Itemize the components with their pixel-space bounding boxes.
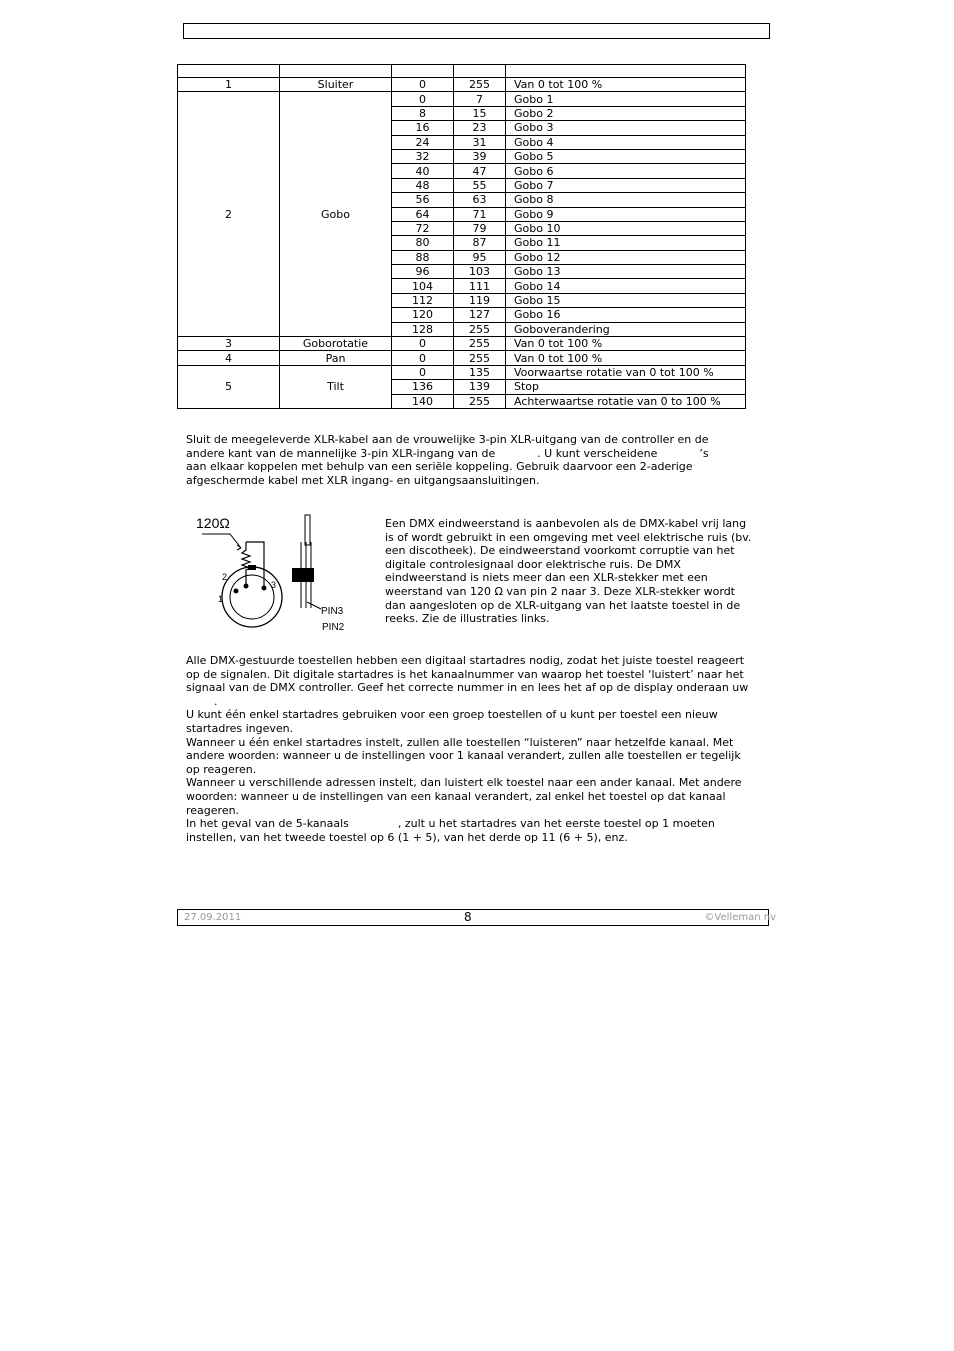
value-from: 88 — [392, 250, 454, 264]
function-text: Gobo 5 — [506, 149, 746, 163]
value-to: 139 — [454, 380, 506, 394]
value-from: 8 — [392, 106, 454, 120]
text-line: U kunt één enkel startadres gebruiken voor een groep toestellen of u kunt per toestel een nieuw — [186, 708, 718, 722]
function-text: Gobo 13 — [506, 265, 746, 279]
text-line: aan elkaar koppelen met behulp van een seriële koppeling. Gebruik daarvoor een 2-aderige — [186, 460, 693, 474]
table-row — [178, 92, 746, 106]
text-line: signaal van de DMX controller. Geef het correcte nummer in en lees het af op de display onderaan uw — [186, 681, 749, 695]
value-to: 127 — [454, 308, 506, 322]
function-text: Gobo 10 — [506, 221, 746, 235]
function-text: Gobo 1 — [506, 92, 746, 106]
termination-paragraph — [385, 517, 751, 626]
text-line: startadres ingeven. — [186, 721, 294, 735]
value-from: 72 — [392, 221, 454, 235]
channel-name: Goborotatie — [280, 337, 392, 351]
text-line: woorden: wanneer u de instellingen van een kanaal verandert, zal enkel het toestel op dat kanaal — [186, 789, 726, 803]
dmx-termination-diagram — [188, 512, 363, 634]
value-to: 87 — [454, 236, 506, 250]
resistor-label: 120Ω — [196, 515, 230, 531]
value-to: 31 — [454, 135, 506, 149]
table-row — [178, 78, 746, 92]
pin3-pointer — [307, 602, 321, 609]
table-row — [178, 337, 746, 351]
value-to: 255 — [454, 337, 506, 351]
function-text: Gobo 6 — [506, 164, 746, 178]
text-line: Wanneer u verschillende adressen instelt, dan luistert elk toestel naar een ander kanaal. Met andere — [186, 776, 742, 790]
channel-number: 2 — [178, 92, 280, 337]
value-to: 47 — [454, 164, 506, 178]
xlr-connector-outline — [222, 567, 282, 627]
function-text: Gobo 7 — [506, 178, 746, 192]
value-to: 119 — [454, 293, 506, 307]
text-line: In het geval van de 5-kanaals , zult u het startadres van het eerste toestel op 1 moeten — [186, 817, 715, 831]
value-from: 64 — [392, 207, 454, 221]
function-text: Gobo 2 — [506, 106, 746, 120]
pin-number-3: 3 — [271, 580, 277, 590]
plug-pin-top — [305, 515, 310, 545]
footer-date: 27.09.2011 — [184, 912, 242, 923]
header-cell — [280, 65, 392, 78]
value-from: 0 — [392, 365, 454, 379]
value-to: 255 — [454, 394, 506, 408]
text-line: reageren. — [186, 803, 240, 817]
text-line: een discotheek). De eindweerstand voorkomt corruptie van het — [385, 544, 735, 558]
value-from: 40 — [392, 164, 454, 178]
text-line: andere woorden: wanneer u de instellingen voor 1 kanaal verandert, zullen alle toestellen er tegelijk — [186, 749, 741, 763]
text-line: Wanneer u één enkel startadres instelt, zullen alle toestellen “luisteren” naar hetzelfde kanaal. Met — [186, 735, 734, 749]
value-to: 15 — [454, 106, 506, 120]
header-cell — [506, 65, 746, 78]
header-cell — [454, 65, 506, 78]
channel-number: 3 — [178, 337, 280, 351]
address-paragraph — [186, 654, 748, 844]
header-cell — [178, 65, 280, 78]
value-to: 79 — [454, 221, 506, 235]
footer-copyright: ©Velleman nv — [704, 912, 776, 923]
channel-number: 5 — [178, 365, 280, 408]
text-line: dan aangesloten op de XLR-uitgang van het laatste toestel in de — [385, 598, 741, 612]
text-line: afgeschermde kabel met XLR ingang- en uitgangsaansluitingen. — [186, 473, 540, 487]
function-text: Van 0 tot 100 % — [506, 351, 746, 365]
page-footer — [177, 909, 776, 926]
value-from: 0 — [392, 92, 454, 106]
value-to: 55 — [454, 178, 506, 192]
xlr-key-notch — [248, 565, 256, 570]
value-to: 255 — [454, 322, 506, 336]
text-line: is of wordt gebruikt in een omgeving met veel elektrische ruis (bv. — [385, 530, 752, 544]
value-from: 16 — [392, 121, 454, 135]
value-from: 96 — [392, 265, 454, 279]
value-to: 95 — [454, 250, 506, 264]
value-from: 140 — [392, 394, 454, 408]
value-from: 56 — [392, 193, 454, 207]
value-from: 112 — [392, 293, 454, 307]
function-text: Gobo 16 — [506, 308, 746, 322]
text-line: Een DMX eindweerstand is aanbevolen als de DMX-kabel vrij lang — [385, 517, 747, 530]
text-line: Alle DMX-gestuurde toestellen hebben een digitaal startadres nodig, zodat het juiste toestel reageert — [186, 654, 745, 667]
pin-2-dot — [244, 584, 249, 589]
value-to: 111 — [454, 279, 506, 293]
value-from: 128 — [392, 322, 454, 336]
value-to: 103 — [454, 265, 506, 279]
function-text: Gobo 9 — [506, 207, 746, 221]
pin2-label: PIN2 — [322, 622, 345, 633]
dmx-channel-table — [177, 64, 746, 409]
text-line: . — [186, 694, 218, 708]
text-line: op de signalen. Dit digitale startadres is het kanaalnummer van waarop het toestel ‘luistert’ naar het — [186, 667, 744, 681]
value-from: 0 — [392, 351, 454, 365]
resistor-pointer — [202, 534, 241, 548]
text-line: op reageren. — [186, 762, 257, 776]
value-from: 24 — [392, 135, 454, 149]
function-text: Gobo 4 — [506, 135, 746, 149]
header-cell — [392, 65, 454, 78]
function-text: Stop — [506, 380, 746, 394]
value-to: 39 — [454, 149, 506, 163]
function-text: Gobo 8 — [506, 193, 746, 207]
value-to: 23 — [454, 121, 506, 135]
value-from: 0 — [392, 337, 454, 351]
page-header-box — [183, 23, 770, 39]
text-line: instellen, van het tweede toestel op 6 (1 + 5), van het derde op 11 (6 + 5), enz. — [186, 830, 628, 844]
resistor-zigzag — [242, 542, 250, 586]
page-number: 8 — [464, 910, 472, 924]
function-text: Gobo 3 — [506, 121, 746, 135]
value-from: 120 — [392, 308, 454, 322]
channel-name: Pan — [280, 351, 392, 365]
function-text: Gobo 15 — [506, 293, 746, 307]
function-text: Gobo 11 — [506, 236, 746, 250]
channel-name: Sluiter — [280, 78, 392, 92]
value-to: 71 — [454, 207, 506, 221]
text-line: eindweerstand is niets meer dan een XLR-stekker met een — [385, 571, 708, 585]
text-line: weerstand van 120 Ω van pin 2 naar 3. Deze XLR-stekker wordt — [385, 584, 735, 598]
table-row — [178, 365, 746, 379]
function-text: Van 0 tot 100 % — [506, 78, 746, 92]
function-text: Goboverandering — [506, 322, 746, 336]
channel-name: Tilt — [280, 365, 392, 408]
channel-name: Gobo — [280, 92, 392, 337]
connection-paragraph — [186, 433, 709, 487]
text-line: reeks. Zie de illustraties links. — [385, 612, 550, 626]
value-from: 104 — [392, 279, 454, 293]
pin-1-dot — [234, 589, 239, 594]
value-from: 0 — [392, 78, 454, 92]
function-text: Gobo 12 — [506, 250, 746, 264]
value-from: 48 — [392, 178, 454, 192]
pin-number-2: 2 — [222, 572, 228, 582]
pin-number-1: 1 — [218, 594, 224, 604]
value-to: 63 — [454, 193, 506, 207]
value-to: 255 — [454, 351, 506, 365]
channel-number: 4 — [178, 351, 280, 365]
function-text: Van 0 tot 100 % — [506, 337, 746, 351]
text-line: Sluit de meegeleverde XLR-kabel aan de vrouwelijke 3-pin XLR-uitgang van de controller en de — [186, 433, 709, 446]
plug-sleeve — [292, 568, 314, 582]
text-line: andere kant van de mannelijke 3-pin XLR-ingang van de . U kunt verscheidene ’s — [186, 446, 709, 460]
value-from: 136 — [392, 380, 454, 394]
channel-number: 1 — [178, 78, 280, 92]
value-to: 255 — [454, 78, 506, 92]
table-row — [178, 351, 746, 365]
text-line: digitale controlesignaal door elektrische ruis. De DMX — [385, 557, 681, 571]
value-from: 32 — [392, 149, 454, 163]
dmx-table-body — [178, 65, 746, 409]
value-to: 7 — [454, 92, 506, 106]
value-from: 80 — [392, 236, 454, 250]
function-text: Achterwaartse rotatie van 0 to 100 % — [506, 394, 746, 408]
resistor-lead — [246, 542, 264, 586]
pin3-label: PIN3 — [321, 606, 344, 617]
xlr-connector-inner — [230, 575, 277, 619]
table-header-row — [178, 65, 746, 78]
function-text: Gobo 14 — [506, 279, 746, 293]
pin-3-dot — [262, 586, 267, 591]
value-to: 135 — [454, 365, 506, 379]
function-text: Voorwaartse rotatie van 0 tot 100 % — [506, 365, 746, 379]
